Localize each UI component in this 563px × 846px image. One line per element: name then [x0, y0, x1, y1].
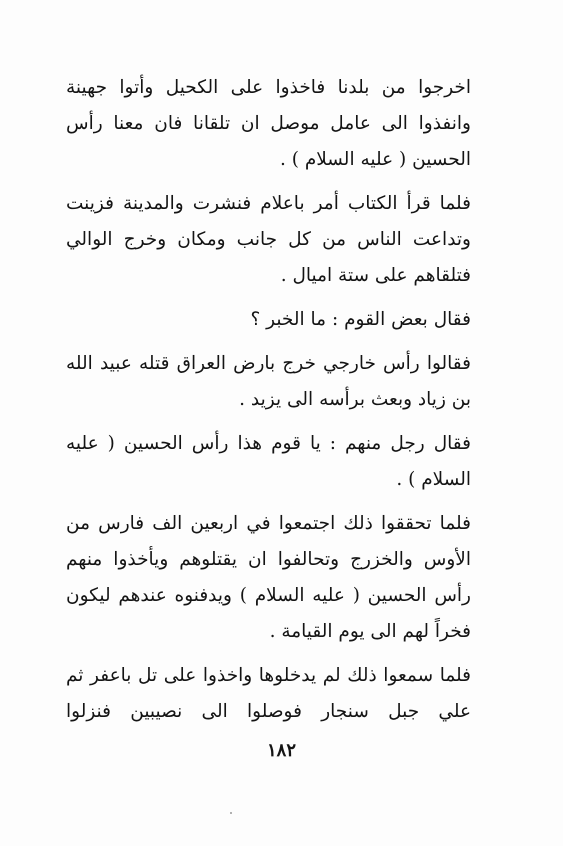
paragraph: فلما سمعوا ذلك لم يدخلوها واخذوا على تل باعفر ثم علي جبل سنجار فوصلوا الى نصيبين فنزلوا: [66, 665, 471, 722]
page-number: ١٨٢: [266, 740, 296, 761]
body-text: [66, 70, 471, 738]
paragraph: فقال بعض القوم : ما الخبر ؟: [250, 309, 471, 330]
paragraph: فقالوا رأس خارجي خرج بارض العراق قتله عبيد الله بن زياد وبعث برأسه الى يزيد .: [66, 353, 471, 410]
paragraph: فلما تحققوا ذلك اجتمعوا في اربعين الف فارس من الأوس والخزرج وتحالفوا ان يقتلوهم ويأخذوا منهم رأس الحسين ( عليه السلام ) ويدفنوه عندهم ليكون فخراً لهم الى يوم القيامة .: [66, 513, 471, 642]
paragraph: فلما قرأ الكتاب أمر باعلام فنشرت والمدينة فزينت وتداعت الناس من كل جانب ومكان وخرج الوالي فتلقاهم على ستة اميال .: [66, 193, 471, 286]
paragraph: فقال رجل منهم : يا قوم هذا رأس الحسين ( عليه السلام ) .: [66, 433, 471, 490]
scan-speck: [230, 812, 232, 814]
paragraph: اخرجوا من بلدنا فاخذوا على الكحيل وأتوا جهينة وانفذوا الى عامل موصل ان تلقانا فان معنا رأس الحسين ( عليه السلام ) .: [66, 77, 471, 170]
